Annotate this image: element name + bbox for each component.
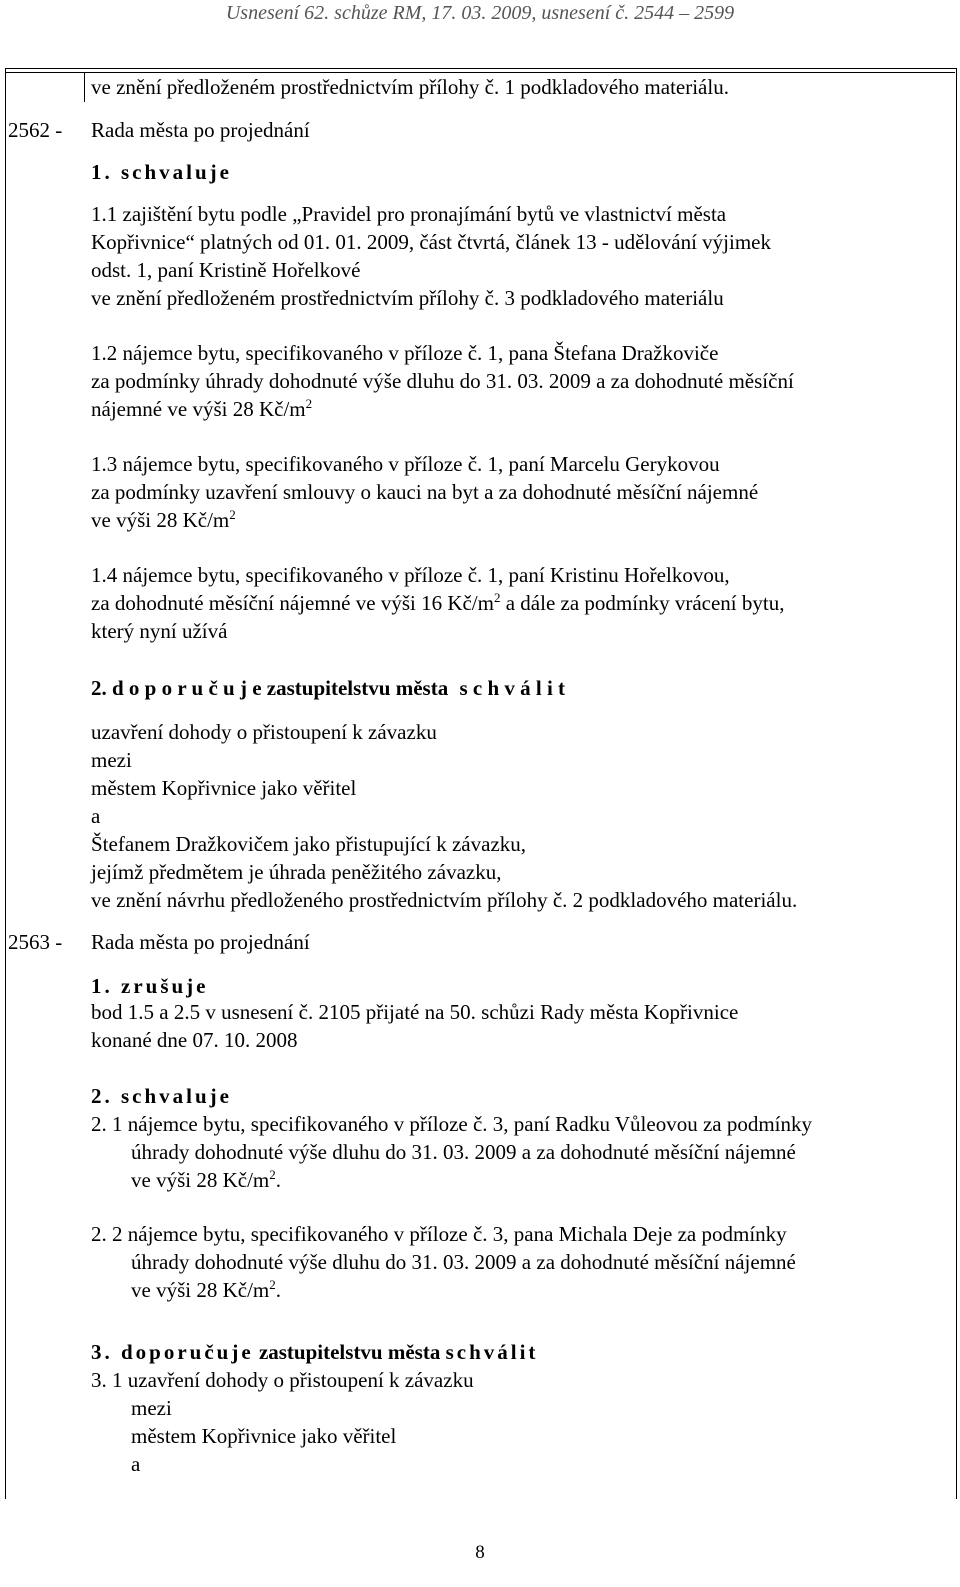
paragraph-line: který nyní užívá	[91, 619, 228, 643]
resolution-number-2562: 2562 -	[8, 118, 63, 142]
paragraph-line: bod 1.5 a 2.5 v usnesení č. 2105 přijaté na 50. schůzi Rady města Kopřivnice	[91, 1000, 739, 1024]
paragraph-line: odst. 1, paní Kristině Hořelkové	[91, 258, 361, 282]
section-heading: 2. schvaluje	[91, 1084, 232, 1108]
paragraph-line: městem Kopřivnice jako věřitel	[131, 1424, 397, 1448]
paragraph-line: 2. 2 nájemce bytu, specifikovaného v příloze č. 3, pana Michala Deje za podmínky	[91, 1222, 787, 1246]
resolution-intro: Rada města po projednání	[91, 118, 310, 142]
paragraph-line: 1.4 nájemce bytu, specifikovaného v příloze č. 1, paní Kristinu Hořelkovou,	[91, 563, 730, 587]
paragraph-line: za dohodnuté měsíční nájemné ve výši 16 $Kč/m^2$ a dále za podmínky vrácení bytu,	[91, 590, 785, 615]
paragraph-line: ve znění předloženém prostřednictvím přílohy č. 3 podkladového materiálu	[91, 286, 724, 310]
paragraph-line: úhrady dohodnuté výše dluhu do 31. 03. 2009 a za dohodnuté měsíční nájemné	[131, 1140, 796, 1164]
paragraph-line: konané dne 07. 10. 2008	[91, 1028, 298, 1052]
resolution-intro: Rada města po projednání	[91, 930, 310, 954]
paragraph-line: 1.1 zajištění bytu podle „Pravidel pro pronajímání bytů ve vlastnictví města	[91, 202, 727, 226]
section-heading: 1. schvaluje	[91, 160, 232, 184]
paragraph-line: ve výši 28 $Kč/m^2$.	[131, 1277, 281, 1302]
paragraph-line: 1.2 nájemce bytu, specifikovaného v příloze č. 1, pana Štefana Dražkoviče	[91, 341, 719, 365]
table-divider	[5, 72, 955, 73]
paragraph-line: Štefanem Dražkovičem jako přistupující k závazku,	[91, 832, 527, 856]
paragraph-line: 3. 1 uzavření dohody o přistoupení k závazku	[91, 1368, 474, 1392]
paragraph-line: a	[91, 804, 101, 828]
paragraph-line: ve znění návrhu předloženého prostřednictvím přílohy č. 2 podkladového materiálu.	[91, 888, 798, 912]
paragraph-line: jejímž předmětem je úhrada peněžitého závazku,	[91, 860, 502, 884]
paragraph-line: městem Kopřivnice jako věřitel	[91, 776, 357, 800]
section-heading: 3. doporučuje zastupitelstvu města schválit	[91, 1340, 539, 1364]
paragraph-line: a	[131, 1452, 141, 1476]
paragraph-line: mezi	[91, 748, 132, 772]
paragraph-line: za podmínky úhrady dohodnuté výše dluhu do 31. 03. 2009 a za dohodnuté měsíční	[91, 369, 794, 393]
paragraph-line: 2. 1 nájemce bytu, specifikovaného v příloze č. 3, paní Radku Vůleovou za podmínky	[91, 1112, 813, 1136]
paragraph-line: uzavření dohody o přistoupení k závazku	[91, 720, 437, 744]
paragraph-line: ve výši 28 $Kč/m^2$	[91, 507, 236, 532]
paragraph-line: za podmínky uzavření smlouvy o kauci na byt a za dohodnuté měsíční nájemné	[91, 480, 759, 504]
paragraph-line: ve výši 28 $Kč/m^2$.	[131, 1167, 281, 1192]
table-column-divider	[84, 72, 85, 102]
paragraph-line: Kopřivnice“ platných od 01. 01. 2009, část čtvrtá, článek 13 - udělování výjimek	[91, 230, 771, 254]
paragraph-line: úhrady dohodnuté výše dluhu do 31. 03. 2009 a za dohodnuté měsíční nájemné	[131, 1250, 796, 1274]
paragraph-line: nájemné ve výši 28 $Kč/m^2$	[91, 396, 313, 421]
continued-text: ve znění předloženém prostřednictvím přílohy č. 1 podkladového materiálu.	[91, 75, 729, 99]
section-heading: 2. d o p o r u č u j e zastupitelstvu města s c h v á l i t	[91, 676, 566, 700]
page-header: Usnesení 62. schůze RM, 17. 03. 2009, usnesení č. 2544 – 2599	[225, 2, 735, 24]
paragraph-line: mezi	[131, 1396, 172, 1420]
page-number: 8	[475, 1542, 485, 1563]
resolution-number-2563: 2563 -	[8, 930, 63, 954]
paragraph-line: 1.3 nájemce bytu, specifikovaného v příloze č. 1, paní Marcelu Gerykovou	[91, 452, 720, 476]
section-heading: 1. zrušuje	[91, 974, 209, 998]
